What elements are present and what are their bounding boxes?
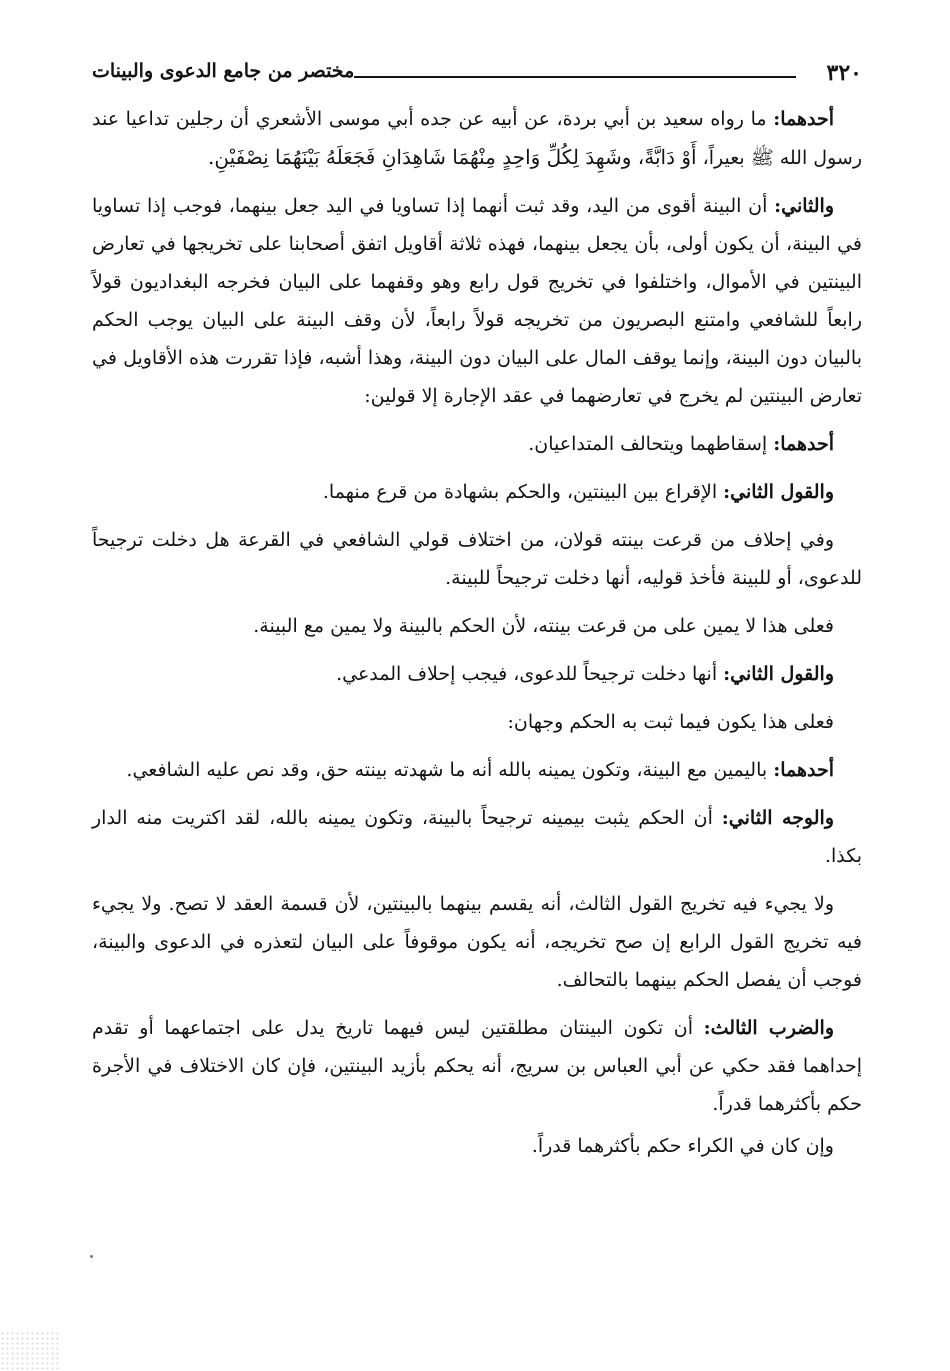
paragraph-text: وفي إحلاف من قرعت بينته قولان، من اختلاف قولي الشافعي في القرعة هل دخلت ترجيحاً للدعوى، أو للبينة فأخذ قوليه، أنها دخلت ترجيحاً للبينة. [92, 529, 862, 589]
paragraph [92, 425, 862, 463]
paragraph-text: أن البينة أقوى من اليد، وقد ثبت أنهما إذا تساويا في اليد جعل بينهما، فوجب إذا تساويا في البينة، أن يكون أولى، بأن يجعل بينهما، فهذه ثلاثة أقاويل اتفق أصحابنا على تخريجها في تعارض البينتين في الأموال، واختلفوا في تخريج قول رابع وهو وقفهما على البيان فخرجه البغداديون قولاً رابعاً للشافعي وامتنع البصريون من تخريجه قولاً رابعاً، لأن وقف البينة على البيان يوجب الحكم بالبيان دون البينة، وإنما يوقف المال على البيان دون البينة، وهذا أشبه، فإذا تقررت هذه الأقاويل في تعارض البينتين لم يخرج في تعارضهما في عقد الإجارة إلا قولين: [92, 195, 862, 407]
paragraph [92, 1009, 862, 1123]
paragraph-text: فعلى هذا لا يمين على من قرعت بينته، لأن الحكم بالبينة ولا يمين مع البينة. [253, 615, 834, 637]
page-body [92, 100, 862, 1175]
paragraph-lead: أحدهما: [773, 433, 834, 455]
paragraph-text: ولا يجيء فيه تخريج القول الثالث، أنه يقسم بينهما بالبينتين، لأن قسمة العقد لا تصح. ولا يجيء فيه تخريج القول الرابع إن صح تخريجه، أنه يكون موقوفاً على البيان لتعذره في الدعوى والبينة، فوجب أن يفصل الحكم بينهما بالتحالف. [92, 893, 862, 991]
paragraph [92, 655, 862, 693]
paragraph-text: أن تكون البينتان مطلقتين ليس فيهما تاريخ يدل على اجتماعهما أو تقدم إحداهما فقد حكي عن أبي العباس بن سريج، أنه يحكم بأزيد البينتين، فإن كان الاختلاف في الأجرة حكم بأكثرهما قدراً. [92, 1017, 862, 1115]
running-title: مختصر من جامع الدعوى والبينات [92, 60, 355, 82]
paragraph-lead: أحدهما: [773, 108, 834, 130]
paragraph [92, 100, 862, 177]
paragraph-lead: أحدهما: [773, 759, 834, 781]
paragraph [92, 1127, 862, 1165]
paragraph-text: الإقراع بين البينتين، والحكم بشهادة من قرع منهما. [322, 481, 724, 503]
header-rule [354, 76, 796, 78]
paragraph [92, 751, 862, 789]
paragraph-text: إسقاطهما ويتحالف المتداعيان. [528, 433, 774, 455]
page-number: ٣٢٠ [826, 60, 862, 86]
scan-speck [90, 1255, 93, 1258]
paragraph-lead: والثاني: [774, 195, 834, 217]
paragraph-text: باليمين مع البينة، وتكون يمينه بالله أنه ما شهدته بينته حق، وقد نص عليه الشافعي. [126, 759, 774, 781]
paragraph-text: ما رواه سعيد بن أبي بردة، عن أبيه عن جده أبي موسى الأشعري أن رجلين تداعيا عند رسول الله ﷺ بعيراً، [92, 108, 862, 169]
paragraph-text: أنها دخلت ترجيحاً للدعوى، فيجب إحلاف المدعي. [336, 663, 724, 685]
paragraph-text: أن الحكم يثبت بيمينه ترجيحاً بالبينة، وتكون يمينه بالله، لقد اكتريت منه الدار بكذا. [92, 807, 862, 867]
paragraph-lead: والوجه الثاني: [721, 807, 834, 829]
paragraph-lead: والقول الثاني: [723, 481, 834, 503]
quran-quote: أَوْ دَابَّةً، وشَهِدَ لِكُلِّ وَاحِدٍ مِنْهُمَا شَاهِدَانِ فَجَعَلَهُ بَيْنَهُمَا نِصْفَيْنِ. [208, 145, 697, 169]
paragraph [92, 473, 862, 511]
paragraph [92, 187, 862, 415]
paragraph-text: وإن كان في الكراء حكم بأكثرهما قدراً. [531, 1135, 834, 1157]
paragraph [92, 607, 862, 645]
paragraph [92, 885, 862, 999]
paragraph [92, 799, 862, 875]
paragraph-text: فعلى هذا يكون فيما ثبت به الحكم وجهان: [507, 711, 834, 733]
scan-noise [0, 1331, 60, 1371]
paragraph [92, 521, 862, 597]
paragraph [92, 703, 862, 741]
paragraph-lead: والقول الثاني: [723, 663, 834, 685]
paragraph-lead: والضرب الثالث: [703, 1017, 834, 1039]
page-header [92, 58, 862, 98]
